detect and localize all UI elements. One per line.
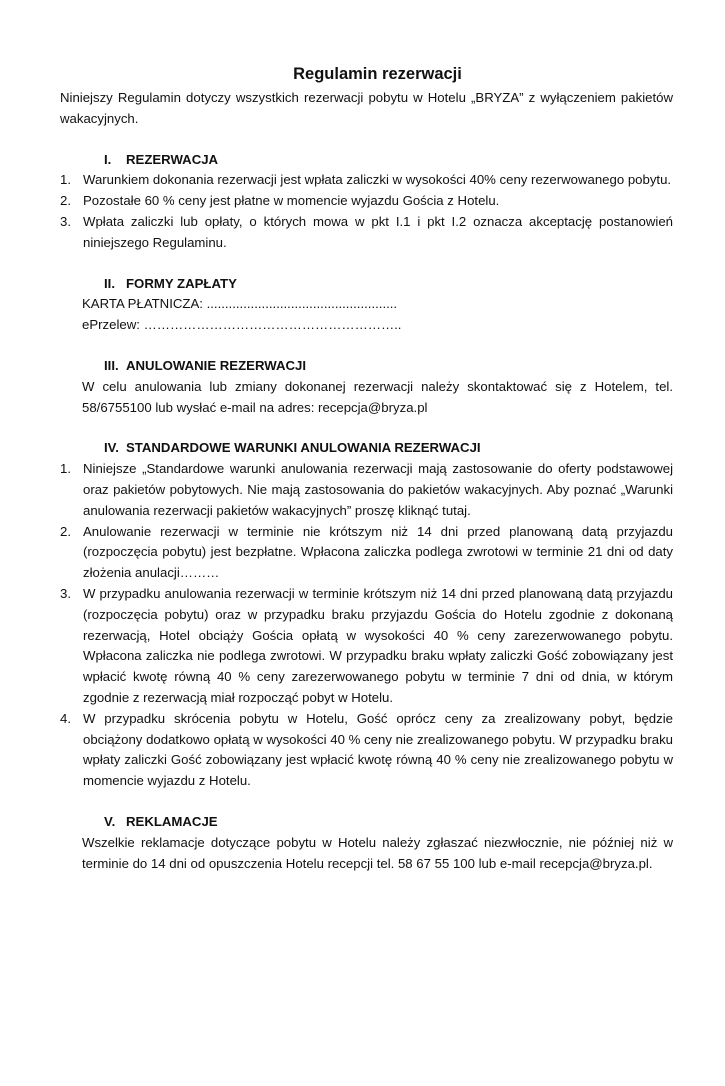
list-item-text: Niniejsze „Standardowe warunki anulowania rezerwacji mają zastosowanie do oferty podstawowej oraz pakietów pobytowych. Nie mają zastosowania do pakietów wakacyjnych. Aby poznać „Warunki anulowania rezerwacji pakietów wakacyjnych” proszę kliknąć tutaj. [83, 461, 673, 518]
section-title: STANDARDOWE WARUNKI ANULOWANIA REZERWACJI [126, 440, 481, 456]
list-item [60, 170, 673, 191]
section-number: III. [104, 357, 119, 373]
list-item [60, 459, 673, 521]
list-item [60, 584, 673, 709]
section-heading-reklamacje [104, 812, 673, 833]
payment-transfer-line: ePrzelew: ………………………………………………….. [82, 317, 402, 333]
section-heading-formy-zaplaty [104, 274, 673, 295]
payment-card-line: KARTA PŁATNICZA: .................................................... [82, 296, 398, 312]
list-item-text: Wpłata zaliczki lub opłaty, o których mowa w pkt I.1 i pkt I.2 oznacza akceptację postanowień niniejszego Regulaminu. [83, 213, 673, 250]
intro-paragraph: Niniejszy Regulamin dotyczy wszystkich rezerwacji pobytu w Hotelu „BRYZA” z wyłączeniem pakietów wakacyjnych. [60, 90, 673, 126]
list-item [60, 212, 673, 254]
list-item-text: Pozostałe 60 % ceny jest płatne w momencie wyjazdu Gościa z Hotelu. [83, 193, 500, 209]
list-item-number: 2. [60, 193, 71, 209]
section-number: II. [104, 275, 115, 291]
section-heading-rezerwacja [104, 150, 673, 171]
section-number: V. [104, 813, 116, 829]
section-heading-standardowe-warunki [104, 438, 673, 459]
list-item [60, 709, 673, 792]
complaints-paragraph: Wszelkie reklamacje dotyczące pobytu w Hotelu należy zgłaszać niezwłocznie, nie później niż w terminie do 14 dni od opuszczenia Hotelu recepcji tel. 58 67 55 100 lub e-mail recepcja@bryza.pl. [82, 834, 673, 871]
section-title: REKLAMACJE [126, 813, 218, 829]
section-title: REZERWACJA [126, 151, 219, 167]
section-number: I. [104, 151, 112, 167]
list-item-number: 2. [60, 523, 71, 539]
list-item-number: 3. [60, 213, 71, 229]
list-item-number: 1. [60, 461, 71, 477]
list-item-text: Warunkiem dokonania rezerwacji jest wpłata zaliczki w wysokości 40% ceny rezerwowanego pobytu. [83, 172, 672, 188]
list-item-number: 4. [60, 710, 71, 726]
document-page [0, 62, 725, 1086]
list-item-text: W przypadku skrócenia pobytu w Hotelu, Gość oprócz ceny za zrealizowany pobyt, będzie obciążony dodatkowo opłatą w wysokości 40 % ceny nie zrealizowanego pobytu. W przypadku braku wpłaty zaliczki Gość zobowiązany jest wpłacić kwotę równą 40 % ceny nie zrealizowanego pobytu w momencie wyjazdu z Hotelu. [83, 710, 673, 789]
section-number: IV. [104, 440, 119, 456]
list-item-text: Anulowanie rezerwacji w terminie nie krótszym niż 14 dni przed planowaną datą przyjazdu (rozpoczęcia pobytu) jest bezpłatne. Wpłacona zaliczka podlega zwrotowi w terminie 21 dni od daty złożenia anulacji……… [83, 523, 673, 581]
list-item [60, 191, 673, 212]
document-title: Regulamin rezerwacji [293, 65, 462, 83]
section-list-standardowe-warunki [60, 459, 673, 792]
list-item-number: 3. [60, 585, 71, 601]
list-item [60, 522, 673, 584]
section-title: ANULOWANIE REZERWACJI [126, 357, 306, 373]
list-item-text: W przypadku anulowania rezerwacji w terminie krótszym niż 14 dni przed planowaną datą przyjazdu (rozpoczęcia pobytu) oraz w przypadku braku przyjazdu Gościa do Hotelu zgodnie z dokonaną rezerwacją, Hotel obciąży Gościa opłatą w wysokości 40 % ceny zarezerwowanego pobytu. Wpłacona zaliczka nie podlega zwrotowi. W przypadku braku wpłaty zaliczki Gość zobowiązany jest wpłacić kwotę równą 40 % ceny zarezerwowanego pobytu w terminie 7 dni od dnia, w którym zgodnie z rezerwacją miał rozpocząć pobyt w Hotelu. [83, 585, 673, 705]
section-heading-anulowanie [104, 356, 673, 377]
cancellation-paragraph: W celu anulowania lub zmiany dokonanej rezerwacji należy skontaktować się z Hotelem, tel. 58/6755100 lub wysłać e-mail na adres: recepcja@bryza.pl [82, 378, 673, 415]
section-list-rezerwacja [60, 170, 673, 253]
section-title: FORMY ZAPŁATY [126, 275, 237, 291]
list-item-number: 1. [60, 172, 71, 188]
